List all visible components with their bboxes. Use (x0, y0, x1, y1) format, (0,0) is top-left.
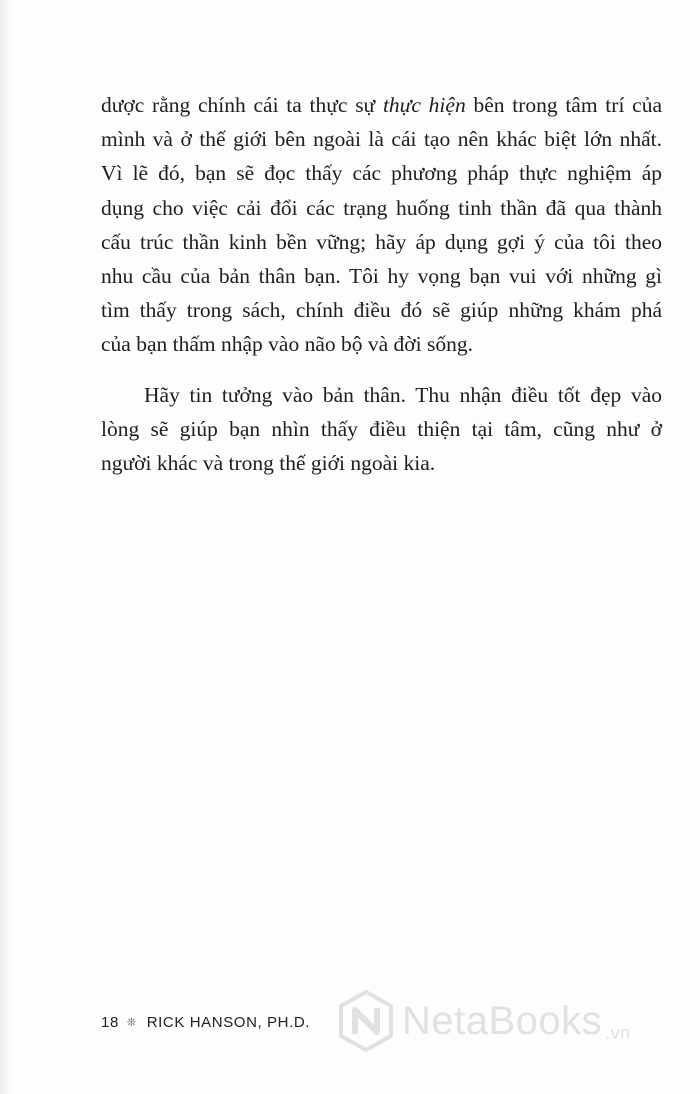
body-text (101, 88, 662, 480)
text-line: tìm thấy trong sách, chính điều đó sẽ giúp những khám phá (101, 298, 662, 323)
netabooks-logo-icon (338, 990, 394, 1052)
text-line: dụng cho việc cải đổi các trạng huống tinh thần đã qua thành (101, 195, 662, 220)
watermark-suffix: .vn (605, 1023, 631, 1043)
text-line: Vì lẽ đó, bạn sẽ đọc thấy các phương pháp thực nghiệm áp (101, 161, 662, 186)
emphasis-text: thực hiện (382, 93, 466, 117)
author-name: RICK HANSON, PH.D. (146, 1014, 311, 1031)
text-line: người khác và trong thế giới ngoài kia. (101, 451, 436, 476)
paragraph-1 (101, 88, 662, 362)
text-line: nhu cầu của bản thân bạn. Tôi hy vọng bạn vui với những gì (101, 264, 662, 289)
paragraph-2 (101, 378, 662, 481)
watermark-brand: NetaBooks (402, 998, 603, 1043)
text-line: của bạn thấm nhập vào não bộ và đời sống. (101, 332, 473, 357)
text-line: mình và ở thế giới bên ngoài là cái tạo nên khác biệt lớn nhất. (101, 127, 662, 152)
page-number: 18 (101, 1014, 119, 1031)
text-line: lòng sẽ giúp bạn nhìn thấy điều thiện tại tâm, cũng như ở (101, 416, 662, 441)
running-footer (101, 1014, 310, 1031)
page-gutter-shadow (0, 0, 14, 1094)
text-line: Hãy tin tưởng vào bản thân. Thu nhận điều tốt đẹp vào (144, 382, 662, 407)
watermark (338, 990, 631, 1052)
ornament-icon: ❊ (126, 1017, 137, 1029)
text-line: cấu trúc thần kinh bền vững; hãy áp dụng gợi ý của tôi theo (101, 229, 662, 254)
text-line: dược rằng chính cái ta thực sự thực hiện bên trong tâm trí của (101, 93, 662, 117)
